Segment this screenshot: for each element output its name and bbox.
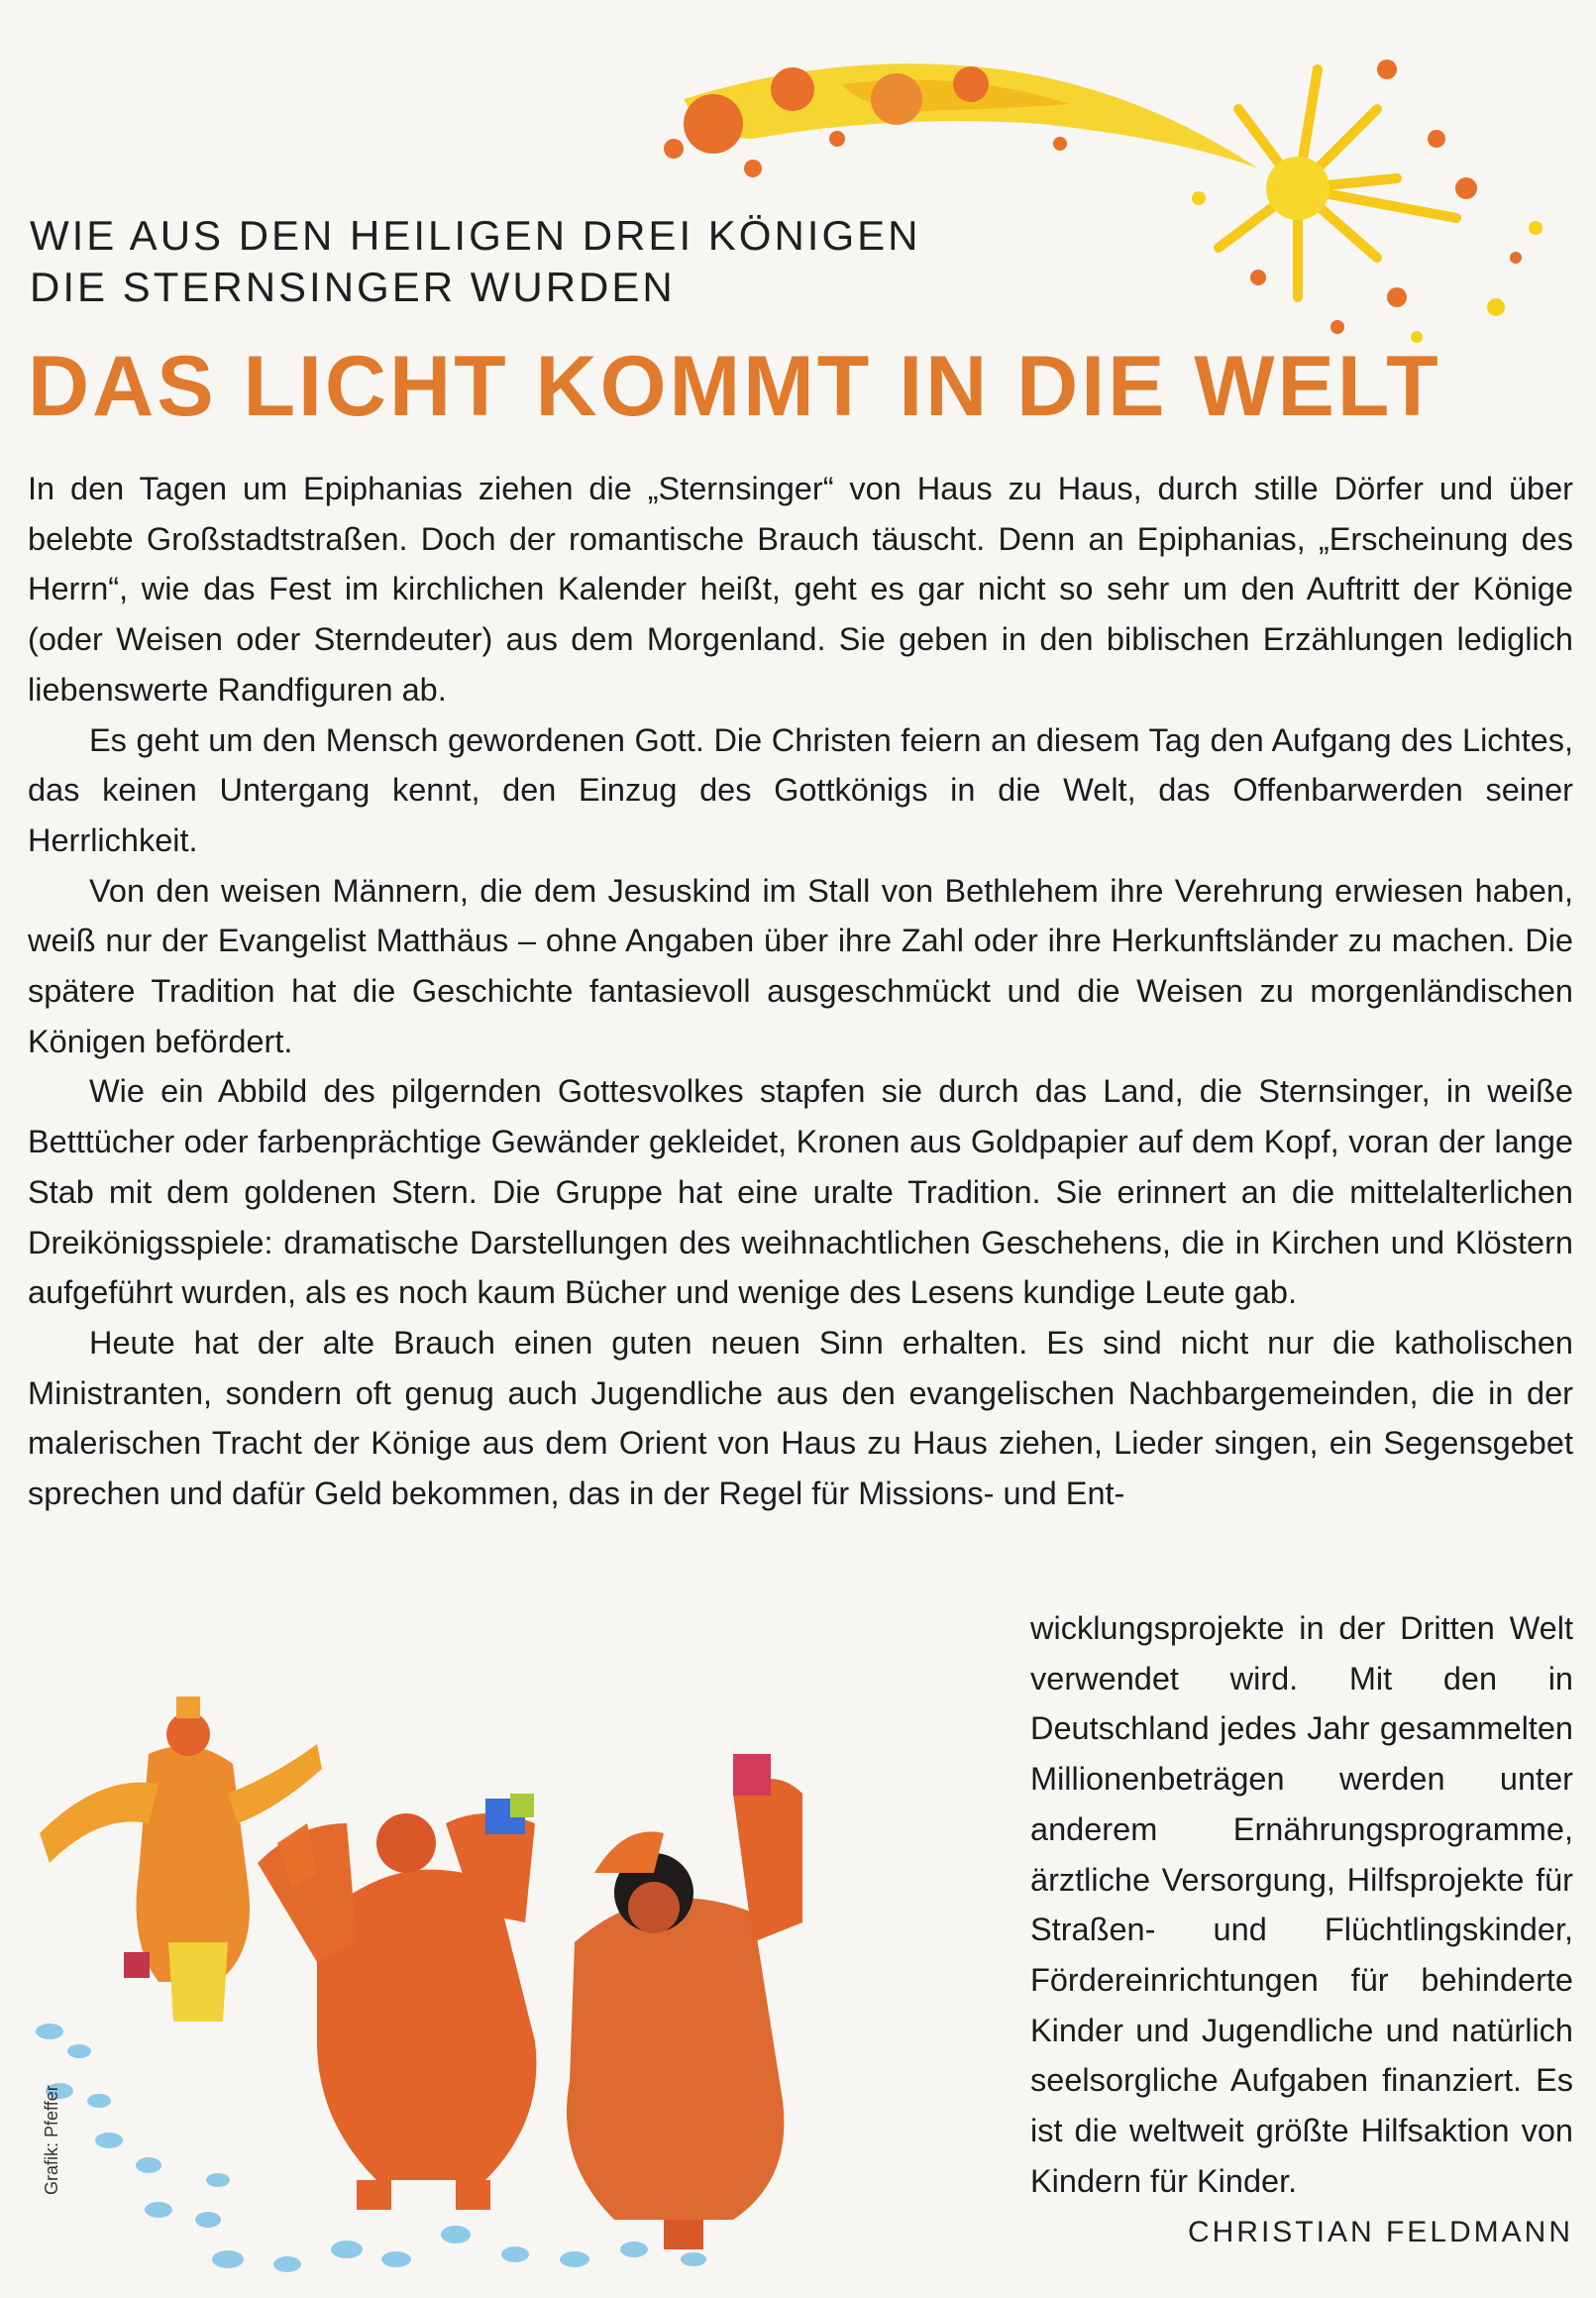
kicker-line-2: DIE STERNSINGER WURDEN [30,264,676,310]
king-middle [258,1794,536,2210]
three-kings-illustration [20,1625,1020,2279]
comet-tail [664,63,1258,177]
article-kicker [30,210,1169,313]
paragraph-2: Es geht um den Mensch gewordenen Gott. Die Christen feiern an diesem Tag den Aufgang des Lichtes, das keinen Untergang kennt, den Einzug des Gottkönigs in die Welt, das Offenbarwerden seiner Herrlichkeit. [28,721,1573,858]
king-right [567,1754,802,2249]
paragraph-1: In den Tagen um Epiphanias ziehen die „Sternsinger“ von Haus zu Haus, durch stille Dörfer und über belebte Großstadtstraßen. Doch der romantische Brauch täuscht. Denn an Epiphanias, „Erscheinung des Herrn“, wie das Fest im kirchlichen Kalender heißt, geht es gar nicht so sehr um den Auftritt der Könige (oder Weisen oder Sterndeuter) aus dem Morgenland. Sie geben in den biblischen Erzählungen lediglich liebenswerte Randfiguren ab. [28,471,1573,708]
author-byline: CHRISTIAN FELDMANN [1187,2216,1573,2248]
paragraph-5: Heute hat der alte Brauch einen guten neuen Sinn erhalten. Es sind nicht nur die katholischen Ministranten, sondern oft genug auch Jugendliche aus den evangelischen Nachbargemeinden, die in der malerischen Tracht der Könige aus dem Orient von Haus zu Haus ziehen, Lieder singen, ein Segensgebet sprechen und dafür Geld bekommen, das in der Regel für Missions- und Ent- [28,1324,1573,1512]
article-body [28,464,1573,1519]
star-burst [1219,69,1456,297]
article-headline: DAS LICHT KOMMT IN DIE WELT [28,339,1441,434]
kicker-line-1: WIE AUS DEN HEILIGEN DREI KÖNIGEN [30,212,921,259]
image-credit: Grafik: Pfeffer [42,2085,61,2195]
paragraph-4: Wie ein Abbild des pilgernden Gottesvolkes stapfen sie durch das Land, die Sternsinger, in weiße Betttücher oder farbenprächtige Gewänder gekleidet, Kronen aus Goldpapier auf dem Kopf, voran der lange Stab mit dem goldenen Stern. Die Gruppe hat eine uralte Tradition. Sie erinnert an die mittelalterlichen Dreikönigsspiele: dramatische Darstellungen des weihnachtlichen Geschehens, die in Kirchen und Klöstern aufgeführt wurden, als es noch kaum Bücher und wenige des Lesens kundige Leute gab. [28,1073,1573,1311]
paragraph-3: Von den weisen Männern, die dem Jesuskind im Stall von Bethlehem ihre Verehrung erwiesen haben, weiß nur der Evangelist Matthäus – ohne Angaben über ihre Zahl oder ihre Herkunftsländer zu machen. Die spätere Tradition hat die Geschichte fantasievoll ausgeschmückt und die Weisen zu morgenländischen Königen befördert. [28,872,1573,1059]
paragraph-5-continued: wicklungsprojekte in der Dritten Welt verwendet wird. Mit den in Deutschland jedes Jahr gesammelten Millionenbeträgen werden unter anderem Ernährungsprogramme, ärztliche Versorgung, Hilfsprojekte für Straßen- und Flüchtlingskinder, Fördereinrichtungen für behinderte Kinder und Jugendliche und natürlich seelsorgliche Aufgaben finanziert. Es ist die weltweit größte Hilfsaktion von Kindern für Kinder. [1030,1610,1573,2199]
article-body-wrapped [1030,1603,1573,2206]
